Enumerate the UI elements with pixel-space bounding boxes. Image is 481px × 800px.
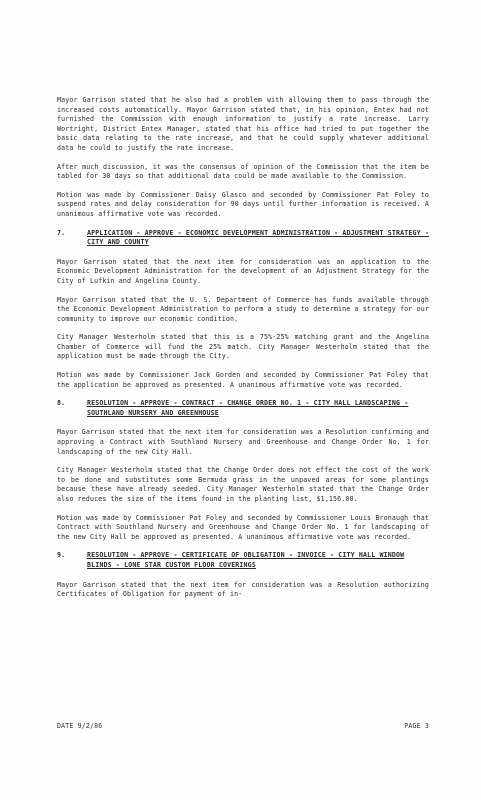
section-title: RESOLUTION - APPROVE - CONTRACT - CHANGE ORDER NO. 1 - CITY HALL LANDSCAPING - SOUTHLAND NURSERY AND GREENHOUSE — [87, 399, 409, 417]
footer-date: DATE 9/2/86 — [57, 722, 103, 730]
paragraph: Motion was made by Commissioner Jack Gorden and seconded by Commissioner Pat Foley that the application be approved as presented. A unanimous affirmative vote was recorded. — [57, 371, 429, 389]
paragraph: After much discussion, it was the consensus of opinion of the Commission that the item be tabled for 30 days so that additional data could be made available to the Commission. — [57, 162, 429, 181]
paragraph: City Manager Westerholm stated that this is a 75%-25% matching grant and the Angelina Chamber of Commerce will fund the 25% match. City Manager Westerholm stated that the application must be made through the City. — [57, 333, 429, 361]
section-title: RESOLUTION - APPROVE - CERTIFICATE OF OBLIGATION - INVOICE - CITY HALL WINDOW BLINDS - LONE STAR CUSTOM FLOOR COVERINGS — [87, 551, 405, 569]
paragraph: Mayor Garrison stated that the next item for consideration was a Resolution authorizing Certificates of Obligation for payment of in- — [57, 580, 429, 599]
section-heading — [57, 399, 429, 418]
paragraph: Mayor Garrison stated that he also had a problem with allowing them to pass through the increased costs automatically. Mayor Garrison stated that, in his opinion, Entex had not furnished the Commission with enough information to justify a rate increase. Larry Wortright, District Entex Manager, stated that his office had tried to put together the basic data relating to the rate increase, and that he could supply whatever additional data he could to justify the rate increase. — [57, 96, 429, 152]
paragraph: City Manager Westerholm stated that the Change Order does not effect the cost of the work to be done and substitutes some Bermuda grass in the unpaved areas for some plantings because these have already seeded. City Manager Westerholm stated that the Change Order also reduces the size of the items found in the planting list, $1,156.00. — [57, 466, 429, 503]
minutes-body — [57, 96, 429, 609]
footer-page-number: PAGE 3 — [404, 722, 429, 730]
paragraph: Motion was made by Commissioner Pat Foley and seconded by Commissioner Louis Bronaugh that Contract with Southland Nursery and Greenhouse and Change Order No. 1 for landscaping of the new City Hall be approved as presented. A unanimous affirmative vote was recorded. — [57, 513, 429, 541]
paragraph: Motion was made by Commissioner Daisy Glasco and seconded by Commissioner Pat Foley to suspend rates and delay consideration for 90 days until further information is received. A unanimous affirmative vote was recorded. — [57, 190, 429, 218]
page-footer — [57, 722, 429, 732]
paragraph: Mayor Garrison stated that the U. S. Department of Commerce has funds available through the Economic Development Administration to perform a study to determine a strategy for our community to improve our economic condition. — [57, 295, 429, 323]
paragraph: Mayor Garrison stated that the next item for consideration was an application to the Economic Development Administration for the development of an Adjustment Strategy for the City of Lufkin and Angelina County. — [57, 257, 429, 285]
section-number: 9. — [57, 551, 66, 560]
section-heading — [57, 229, 429, 248]
paragraph: Mayor Garrison stated that the next item for consideration was a Resolution confirming and approving a Contract with Southland Nursery and Greenhouse and Change Order No. 1 for landscaping of the new City Hall. — [57, 428, 429, 456]
section-number: 7. — [57, 228, 66, 237]
section-heading — [57, 551, 429, 570]
section-number: 8. — [57, 399, 66, 408]
section-title: APPLICATION - APPROVE - ECONOMIC DEVELOPMENT ADMINISTRATION - ADJUSTMENT STRATEGY - CITY AND COUNTY — [87, 228, 429, 247]
